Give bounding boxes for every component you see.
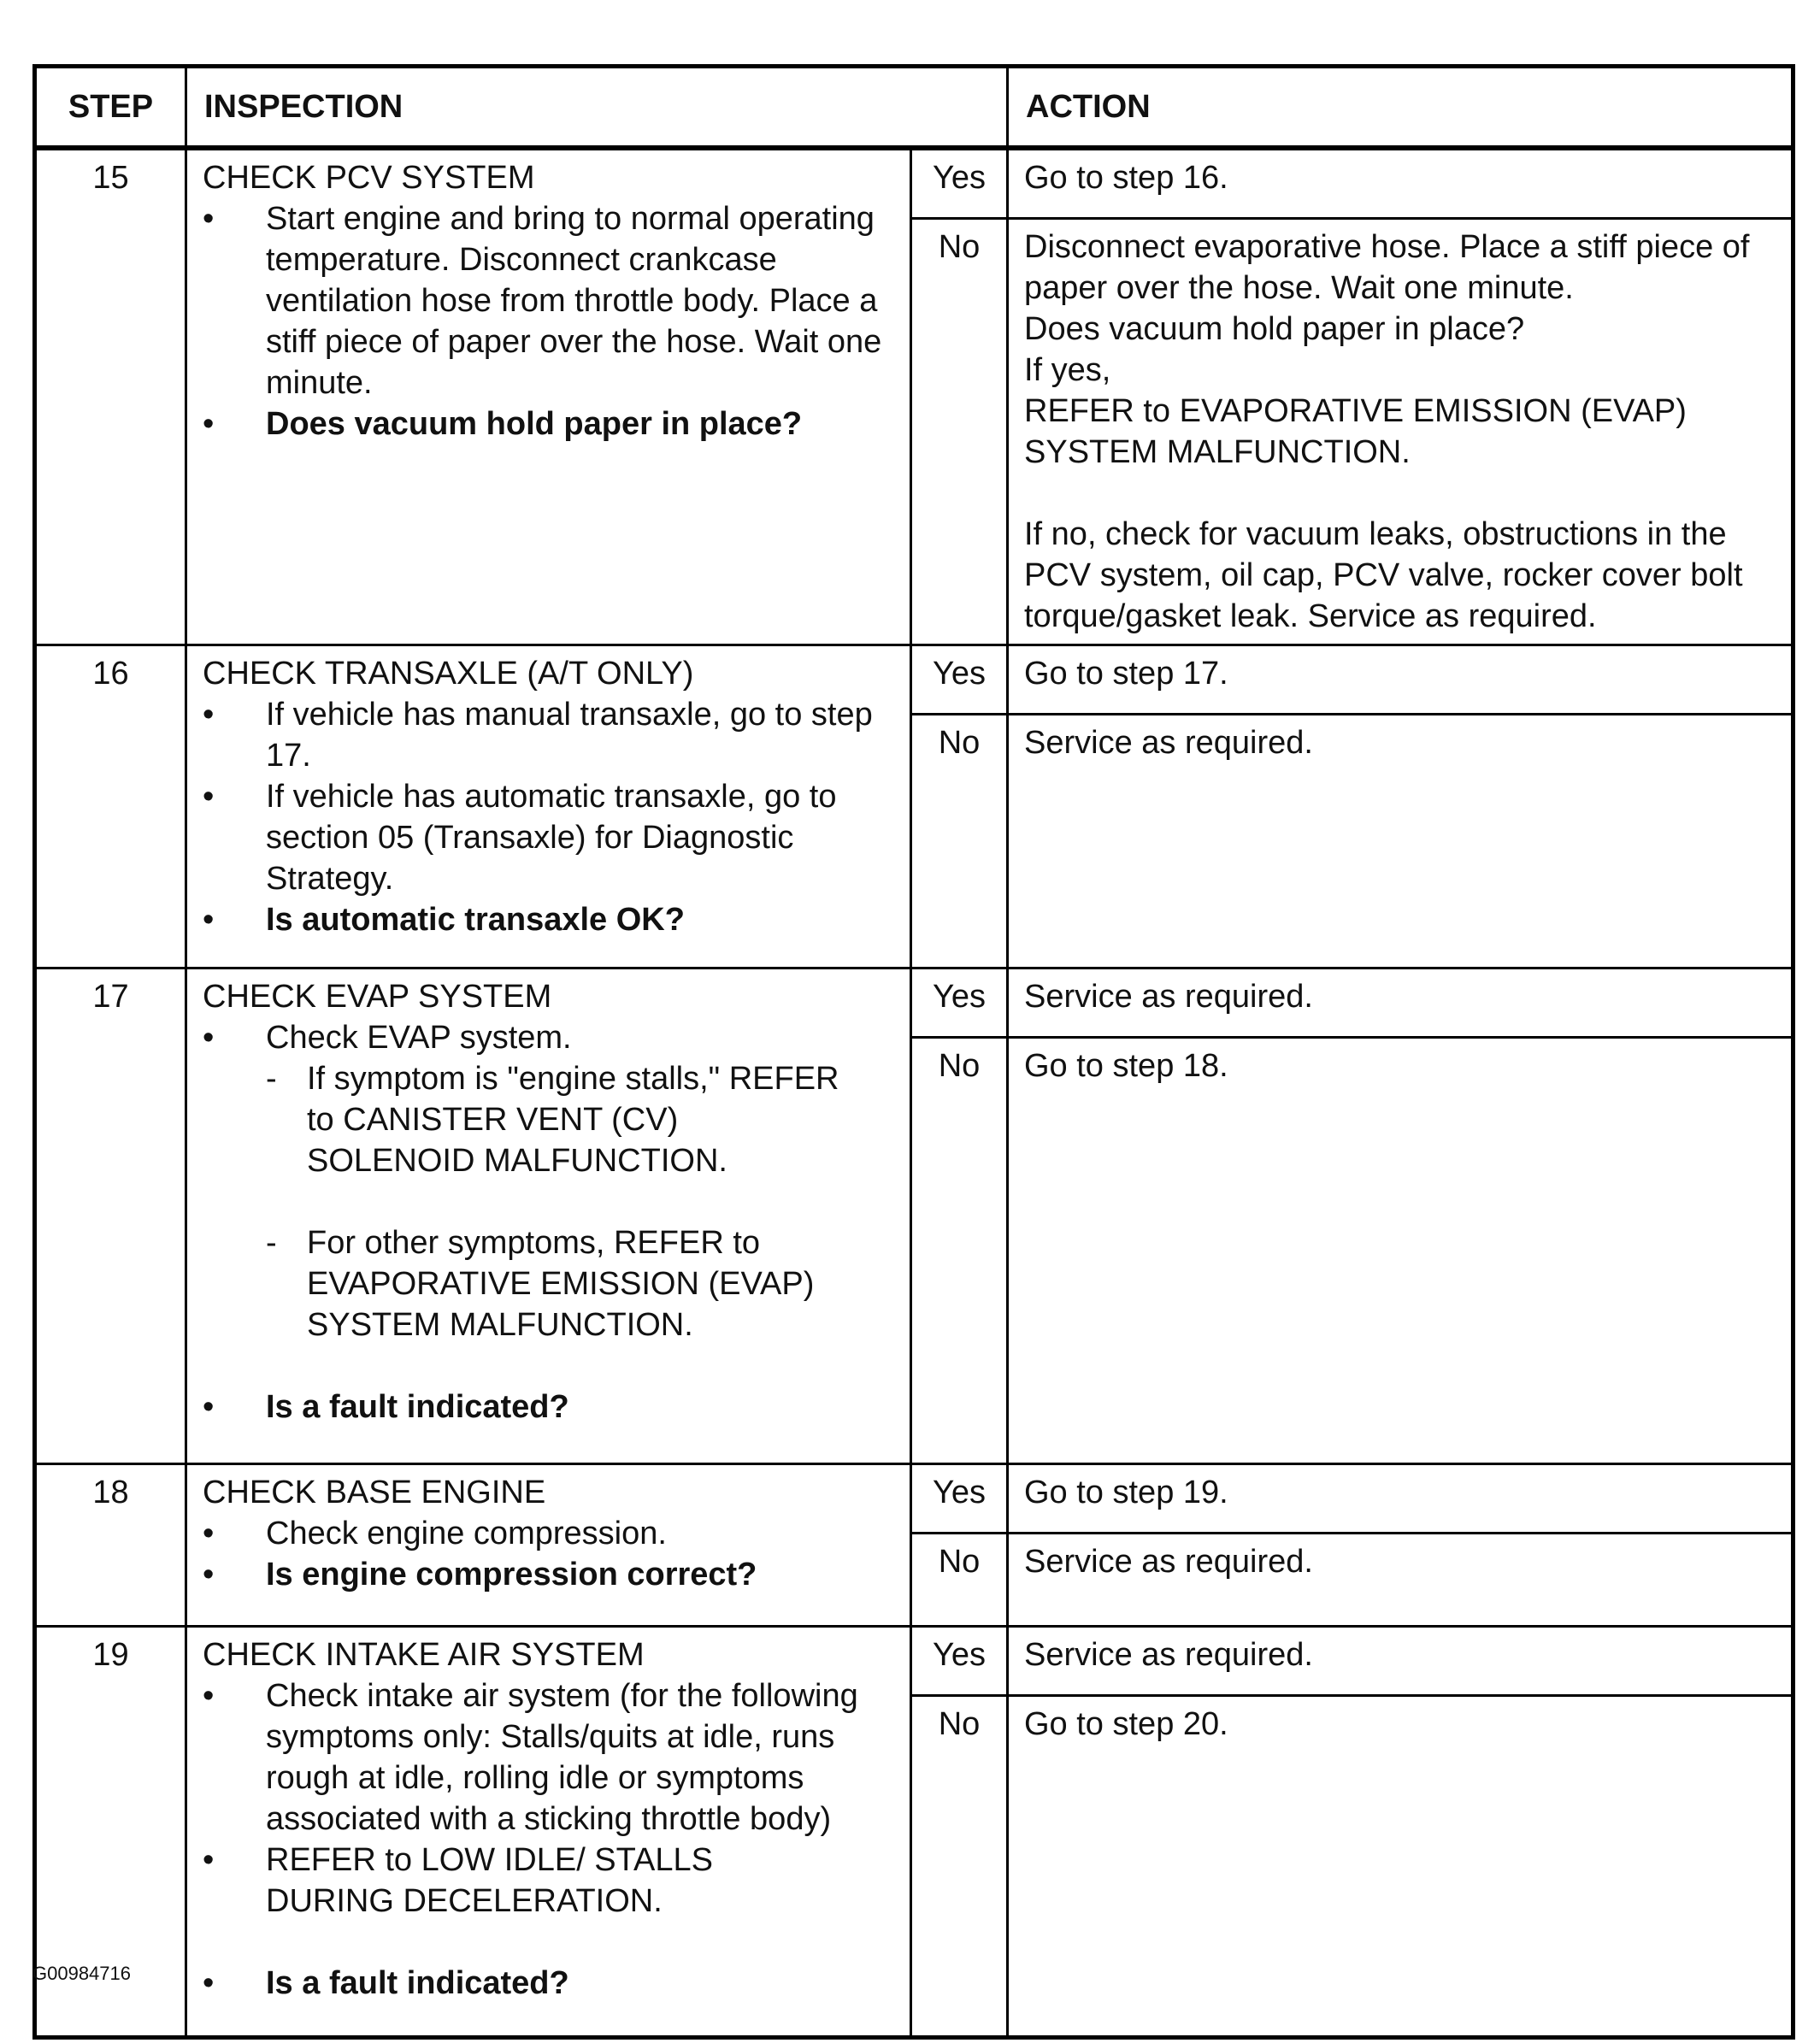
no-label: No: [911, 219, 1008, 645]
question-text: Is a fault indicated?: [266, 1389, 569, 1425]
yes-action: Go to step 19.: [1008, 1464, 1793, 1534]
bullet-item: [203, 1840, 894, 1922]
inspection-title: CHECK EVAP SYSTEM: [203, 979, 552, 1015]
inspection-cell: [186, 969, 911, 1464]
bullet-icon: •: [203, 1678, 215, 1714]
bullet-item: [203, 1675, 894, 1840]
step-number: 15: [35, 148, 186, 645]
inspection-header: INSPECTION: [186, 67, 1008, 149]
bullet-icon: •: [203, 1389, 215, 1425]
question-text: Is engine compression correct?: [266, 1557, 757, 1593]
inspection-cell: [186, 645, 911, 969]
bullet-text: Check EVAP system.: [266, 1020, 572, 1056]
bullet-text: Check intake air system (for the following symptoms only: Stalls/quits at idle, runs rough at idle, rolling idle or symptoms associated with a sticking throttle body): [266, 1678, 858, 1837]
no-action: Go to step 20.: [1008, 1696, 1793, 2038]
dash-icon: -: [266, 1061, 277, 1097]
action-text: If yes,: [1024, 352, 1111, 388]
sub-text: For other symptoms, REFER to EVAPORATIVE EMISSION (EVAP) SYSTEM MALFUNCTION.: [307, 1225, 815, 1343]
step-19-yes-row: [35, 1627, 1793, 1696]
question-text: Does vacuum hold paper in place?: [266, 406, 803, 442]
inspection-title: CHECK INTAKE AIR SYSTEM: [203, 1637, 645, 1673]
bullet-item: [203, 1513, 894, 1554]
bullet-text: Check engine compression.: [266, 1516, 667, 1551]
bullet-icon: •: [203, 1965, 215, 2001]
no-action: [1008, 219, 1793, 645]
yes-label: Yes: [911, 1627, 1008, 1696]
inspection-cell: [186, 1464, 911, 1627]
step-16-yes-row: [35, 645, 1793, 715]
bullet-icon: •: [203, 779, 215, 815]
bullet-icon: •: [203, 1557, 215, 1593]
no-label: No: [911, 715, 1008, 969]
inspection-title: CHECK PCV SYSTEM: [203, 160, 535, 196]
no-label: No: [911, 1038, 1008, 1464]
bullet-text: Start engine and bring to normal operating temperature. Disconnect crankcase ventilation hose from throttle body. Place a stiff piece of paper over the hose. Wait one minute.: [266, 201, 882, 401]
action-text: REFER to EVAPORATIVE EMISSION (EVAP) SYSTEM MALFUNCTION.: [1024, 393, 1687, 470]
no-label: No: [911, 1696, 1008, 2038]
sub-item: [266, 1058, 894, 1181]
question-text: Is automatic transaxle OK?: [266, 902, 685, 938]
action-text: Does vacuum hold paper in place?: [1024, 311, 1525, 347]
yes-label: Yes: [911, 148, 1008, 219]
bullet-icon: •: [203, 406, 215, 442]
action-text: Disconnect evaporative hose. Place a stiff piece of paper over the hose. Wait one minute.: [1024, 229, 1750, 306]
bullet-item: [203, 1387, 894, 1428]
yes-action: Service as required.: [1008, 1627, 1793, 1696]
step-number: 17: [35, 969, 186, 1464]
bullet-item: [203, 1017, 894, 1058]
bullet-icon: •: [203, 201, 215, 237]
header-row: [35, 67, 1793, 149]
action-header: ACTION: [1008, 67, 1793, 149]
no-action: Go to step 18.: [1008, 1038, 1793, 1464]
step-number: 18: [35, 1464, 186, 1627]
action-text: If no, check for vacuum leaks, obstructions in the PCV system, oil cap, PCV valve, rocker cover bolt torque/gasket leak. Service as required.: [1024, 516, 1743, 634]
step-15-yes-row: [35, 148, 1793, 219]
figure-id: G00984716: [32, 1963, 131, 1984]
inspection-cell: [186, 1627, 911, 2038]
bullet-text: If vehicle has automatic transaxle, go to section 05 (Transaxle) for Diagnostic Strategy.: [266, 779, 837, 897]
bullet-item: [203, 694, 894, 776]
bullet-text: REFER to LOW IDLE/ STALLS DURING DECELERATION.: [266, 1842, 714, 1919]
question-text: Is a fault indicated?: [266, 1965, 569, 2001]
step-number: 16: [35, 645, 186, 969]
yes-action: Go to step 17.: [1008, 645, 1793, 715]
bullet-item: [203, 198, 894, 403]
bullet-icon: •: [203, 1020, 215, 1056]
step-header: STEP: [35, 67, 186, 149]
yes-label: Yes: [911, 645, 1008, 715]
no-action: Service as required.: [1008, 1534, 1793, 1627]
bullet-icon: •: [203, 697, 215, 733]
step-18-yes-row: [35, 1464, 1793, 1534]
bullet-item: [203, 776, 894, 899]
dash-icon: -: [266, 1225, 277, 1261]
yes-label: Yes: [911, 1464, 1008, 1534]
bullet-item: [203, 1554, 894, 1595]
bullet-item: [203, 899, 894, 940]
inspection-title: CHECK TRANSAXLE (A/T ONLY): [203, 656, 694, 692]
inspection-cell: [186, 148, 911, 645]
sub-text: If symptom is "engine stalls," REFER to CANISTER VENT (CV) SOLENOID MALFUNCTION.: [307, 1061, 839, 1179]
no-action: Service as required.: [1008, 715, 1793, 969]
bullet-item: [203, 1963, 894, 2004]
bullet-icon: •: [203, 1516, 215, 1551]
bullet-text: If vehicle has manual transaxle, go to step 17.: [266, 697, 873, 774]
no-label: No: [911, 1534, 1008, 1627]
yes-action: Go to step 16.: [1008, 148, 1793, 219]
bullet-icon: •: [203, 902, 215, 938]
bullet-item: [203, 403, 894, 445]
step-17-yes-row: [35, 969, 1793, 1038]
step-number: 19: [35, 1627, 186, 2038]
inspection-title: CHECK BASE ENGINE: [203, 1475, 546, 1510]
yes-action: Service as required.: [1008, 969, 1793, 1038]
sub-item: [266, 1222, 894, 1345]
yes-label: Yes: [911, 969, 1008, 1038]
bullet-icon: •: [203, 1842, 215, 1878]
diagnostic-table: [32, 64, 1795, 2040]
